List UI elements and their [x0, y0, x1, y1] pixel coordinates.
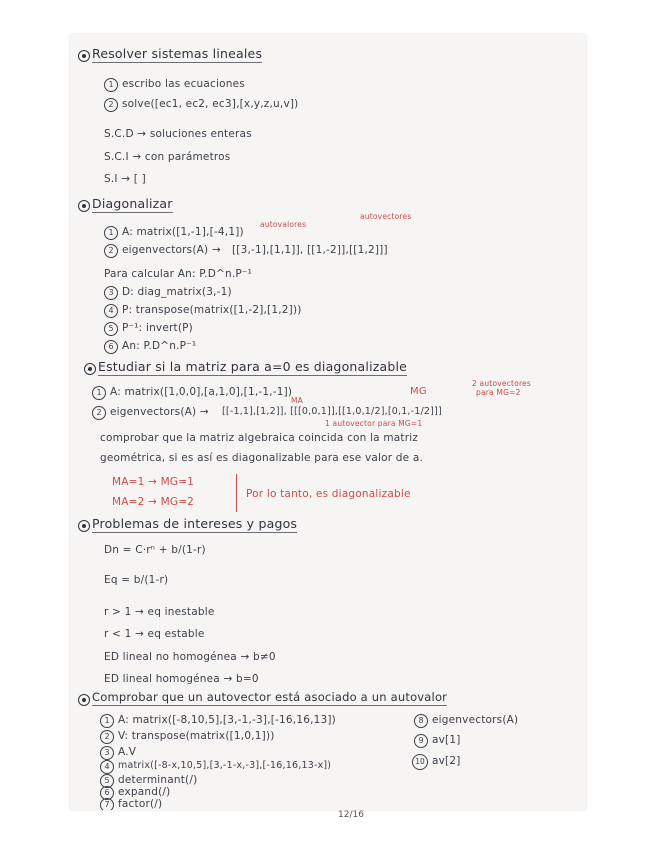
bullet-icon — [78, 520, 90, 532]
step-text: D: diag_matrix(3,-1) — [122, 286, 232, 298]
ma-label: MA — [291, 396, 304, 405]
classification-line: S.C.I → con parámetros — [104, 151, 231, 163]
step-number: 9 — [414, 734, 428, 748]
formula-line: Eq = b/(1-r) — [104, 574, 169, 586]
step-number: 2 — [104, 98, 118, 112]
step-number: 6 — [104, 340, 118, 354]
formula-line: Dn = C·rⁿ + b/(1-r) — [104, 544, 206, 556]
section-title-diagonalizar: Diagonalizar — [92, 196, 173, 211]
brace — [236, 474, 237, 512]
step-text: eigenvectors(A) — [432, 714, 519, 726]
eigen-result: [[-1,1],[1,2]], [[[0,0,1]],[[1,0,1/2],[0,1,-1/2]]] — [222, 406, 442, 417]
step-text: A.V — [118, 746, 137, 758]
step-text: matrix([-8-x,10,5],[3,-1-x,-3],[-16,16,13-x]) — [118, 760, 332, 771]
step-text: av[2] — [432, 755, 461, 767]
eigen-result: [[3,-1],[1,1]], [[1,-2]],[[1,2]]] — [232, 244, 388, 256]
conclusion: Por lo tanto, es diagonalizable — [246, 488, 411, 500]
step-text: P: transpose(matrix([1,-2],[1,2])) — [122, 304, 302, 316]
red-note: 2 autovectores — [472, 379, 531, 388]
step-number: 8 — [414, 714, 428, 728]
step-number: 2 — [104, 244, 118, 258]
step-text: V: transpose(matrix([1,0,1])) — [118, 730, 275, 742]
section-title-estudiar: Estudiar si la matriz para a=0 es diagonalizable — [98, 359, 408, 374]
step-text: escribo las ecuaciones — [122, 78, 245, 90]
section-title-comprobar: Comprobar que un autovector está asociado a un autovalor — [92, 690, 448, 704]
rule-line: ED lineal no homogénea → b≠0 — [104, 651, 276, 663]
step-text: A: matrix([1,0,0],[a,1,0],[1,-1,-1]) — [110, 386, 293, 398]
step-number: 1 — [100, 714, 114, 728]
step-number: 1 — [104, 226, 118, 240]
explanation-line: geométrica, si es así es diagonalizable para ese valor de a. — [100, 452, 424, 464]
section-title-intereses: Problemas de intereses y pagos — [92, 516, 298, 531]
ma-mg-row: MA=2 → MG=2 — [112, 496, 195, 508]
step-text: A: matrix([-8,10,5],[3,-1,-3],[-16,16,13]) — [118, 714, 336, 726]
step-text: P⁻¹: invert(P) — [122, 322, 193, 334]
bullet-icon — [84, 363, 96, 375]
step-number: 6 — [100, 786, 114, 800]
step-text: factor(/) — [118, 798, 163, 810]
step-text: expand(/) — [118, 786, 171, 798]
ma-mg-row: MA=1 → MG=1 — [112, 476, 195, 488]
step-number: 2 — [92, 406, 106, 420]
annotation-autovectores: autovectores — [360, 212, 412, 221]
rule-line: r > 1 → eq inestable — [104, 606, 215, 618]
step-number: 4 — [104, 304, 118, 318]
classification-line: S.C.D → soluciones enteras — [104, 128, 252, 140]
bullet-icon — [78, 694, 90, 706]
step-number: 5 — [100, 774, 114, 788]
step-number: 5 — [104, 322, 118, 336]
step-text: An: P.D^n.P⁻¹ — [122, 340, 197, 352]
step-text: determinant(/) — [118, 774, 198, 786]
classification-line: S.I → [ ] — [104, 173, 146, 185]
step-text: eigenvectors(A) → — [110, 406, 209, 418]
rule-line: r < 1 → eq estable — [104, 628, 205, 640]
explanation-line: comprobar que la matriz algebraica coincida con la matriz — [100, 432, 419, 444]
step-number: 1 — [92, 386, 106, 400]
step-text: solve([ec1, ec2, ec3],[x,y,z,u,v]) — [122, 98, 299, 110]
bullet-icon — [78, 50, 90, 62]
red-underline-note: 1 autovector para MG=1 — [325, 419, 423, 428]
red-note: para MG=2 — [476, 388, 521, 397]
mg-label: MG — [410, 386, 427, 397]
step-number: 1 — [104, 78, 118, 92]
step-text: A: matrix([1,-1],[-4,1]) — [122, 226, 244, 238]
step-number: 2 — [100, 730, 114, 744]
bullet-icon — [78, 200, 90, 212]
step-text: av[1] — [432, 734, 461, 746]
annotation-autovalores: autovalores — [260, 220, 307, 229]
section-title-sistemas: Resolver sistemas lineales — [92, 46, 263, 61]
step-number: 10 — [412, 754, 428, 770]
page-number: 12/16 — [338, 810, 364, 820]
step-number: 3 — [104, 286, 118, 300]
step-number: 7 — [100, 798, 114, 810]
rule-line: ED lineal homogénea → b=0 — [104, 673, 259, 685]
step-number: 3 — [100, 746, 114, 760]
formula-line: Para calcular An: P.D^n.P⁻¹ — [104, 268, 253, 280]
step-number: 4 — [100, 760, 114, 774]
notebook-page — [70, 34, 586, 810]
step-text: eigenvectors(A) → — [122, 244, 221, 256]
